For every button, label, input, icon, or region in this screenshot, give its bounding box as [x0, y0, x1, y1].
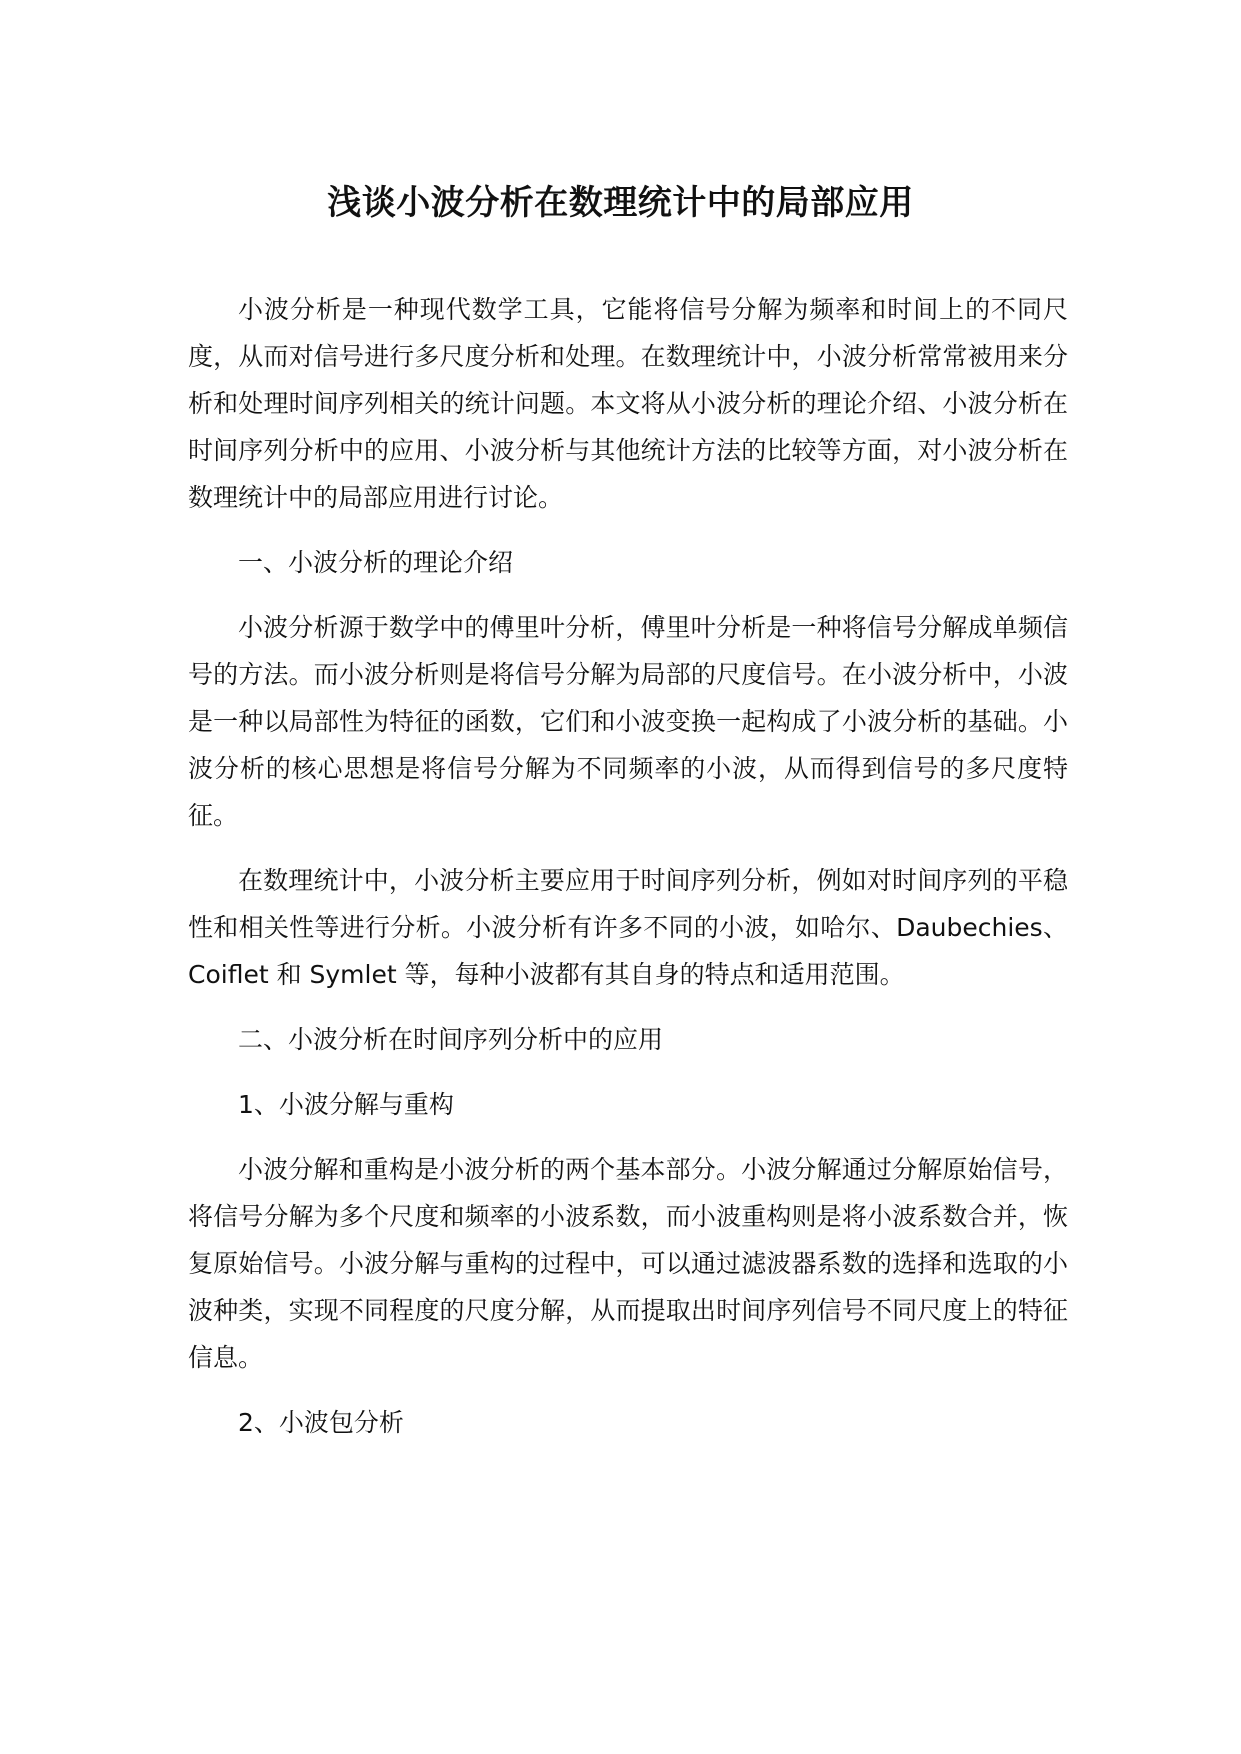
paragraph-decomposition: 小波分解和重构是小波分析的两个基本部分。小波分解通过分解原始信号，将信号分解为多个尺度和频率的小波系数，而小波重构则是将小波系数合并，恢复原始信号。小波分解与重构的过程中，可以通过滤波器系数的选择和选取的小波种类，实现不同程度的尺度分解，从而提取出时间序列信号不同尺度上的特征信息。 [188, 1155, 1068, 1372]
document-title: 浅谈小波分析在数理统计中的局部应用 [327, 183, 914, 223]
subsection-heading-1: 1、小波分解与重构 [238, 1090, 454, 1119]
paragraph-theory-2: 在数理统计中，小波分析主要应用于时间序列分析，例如对时间序列的平稳性和相关性等进行分析。小波分析有许多不同的小波，如哈尔、Daubechies、Coiflet 和 Symlet 等，每种小波都有其自身的特点和适用范围。 [188, 866, 1068, 989]
section-heading-2: 二、小波分析在时间序列分析中的应用 [238, 1025, 664, 1054]
section-heading-1: 一、小波分析的理论介绍 [238, 548, 514, 577]
paragraph-theory-1: 小波分析源于数学中的傅里叶分析，傅里叶分析是一种将信号分解成单频信号的方法。而小波分析则是将信号分解为局部的尺度信号。在小波分析中，小波是一种以局部性为特征的函数，它们和小波变换一起构成了小波分析的基础。小波分析的核心思想是将信号分解为不同频率的小波，从而得到信号的多尺度特征。 [188, 613, 1068, 830]
document-body [188, 286, 1068, 1464]
subsection-heading-2: 2、小波包分析 [238, 1408, 404, 1437]
paragraph-intro: 小波分析是一种现代数学工具，它能将信号分解为频率和时间上的不同尺度，从而对信号进行多尺度分析和处理。在数理统计中，小波分析常常被用来分析和处理时间序列相关的统计问题。本文将从小波分析的理论介绍、小波分析在时间序列分析中的应用、小波分析与其他统计方法的比较等方面，对小波分析在数理统计中的局部应用进行讨论。 [188, 295, 1068, 512]
